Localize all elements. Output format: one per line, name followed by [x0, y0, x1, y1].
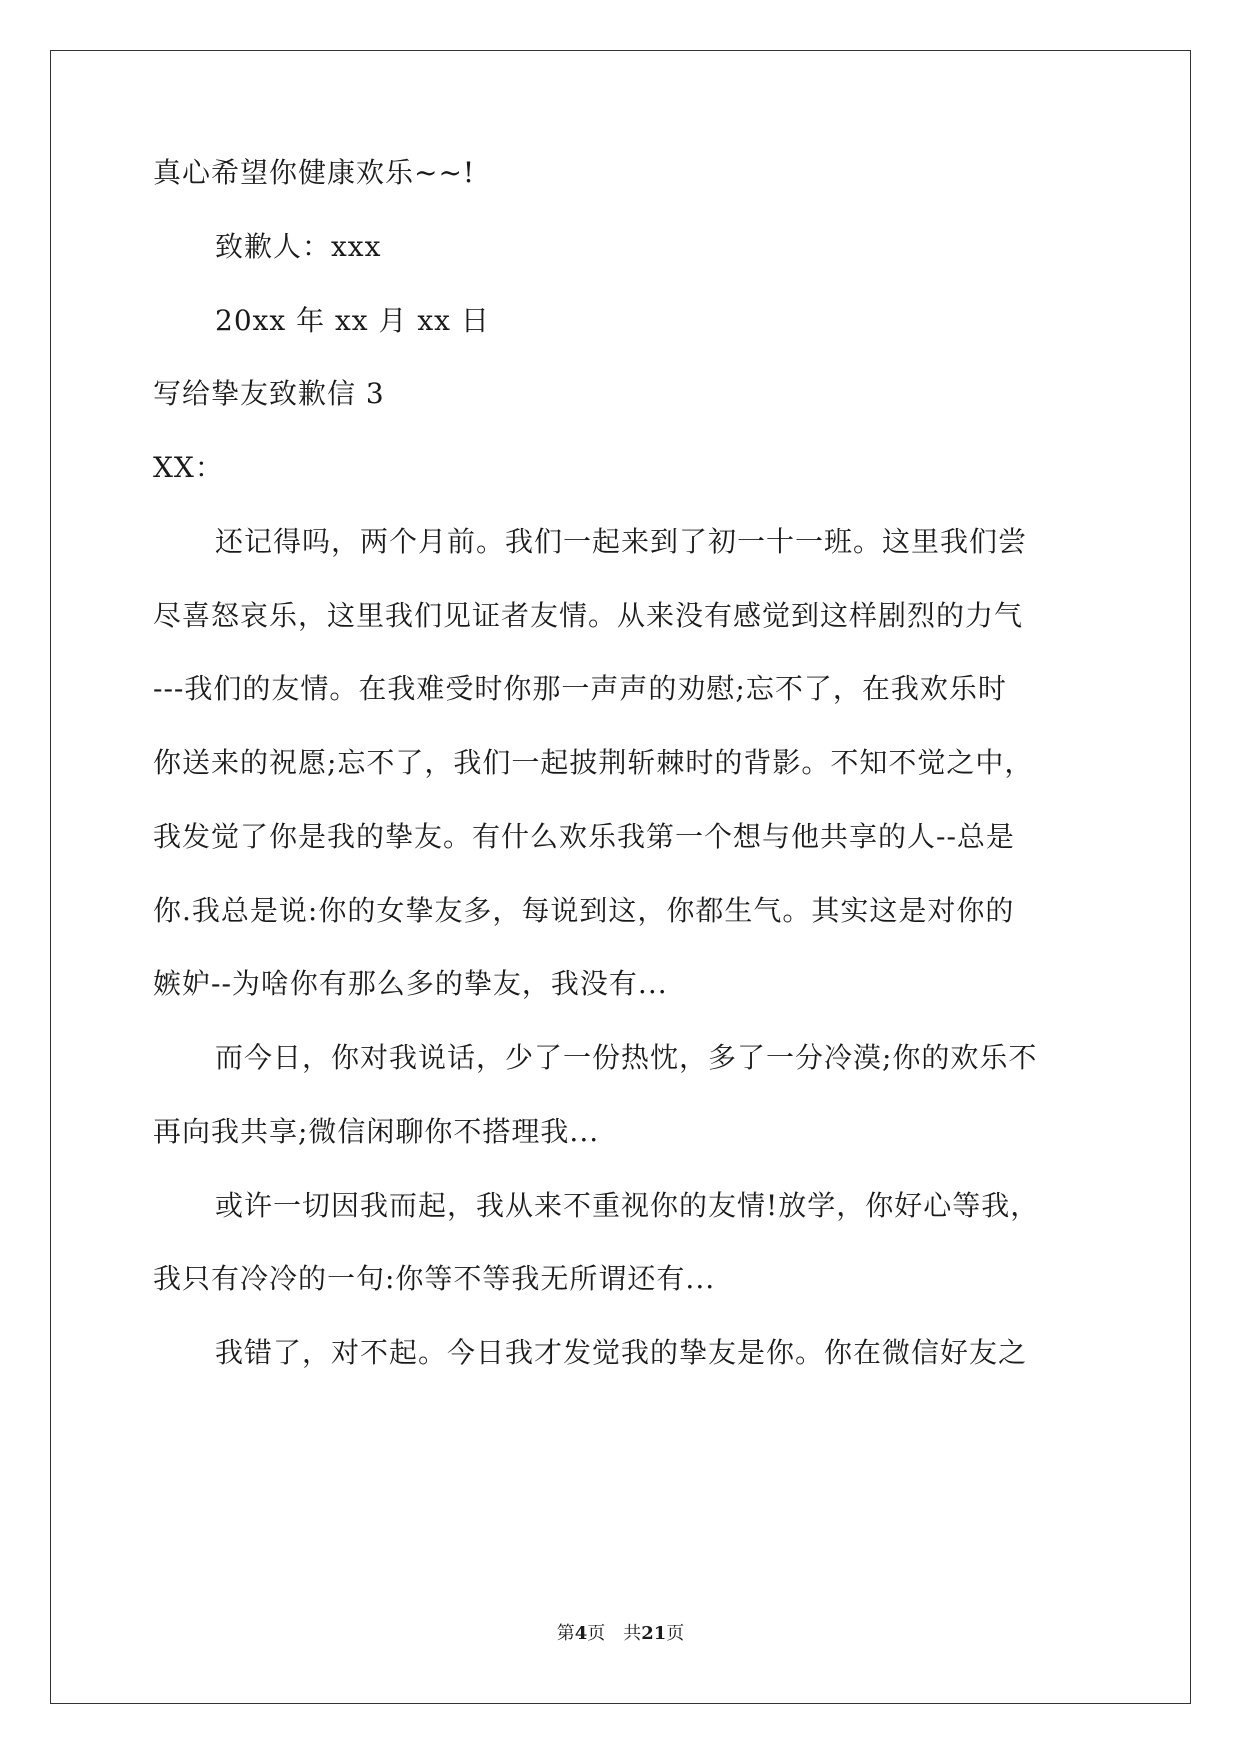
body-line: 而今日，你对我说话，少了一份热忱，多了一分冷漠;你的欢乐不 — [215, 1041, 1038, 1074]
footer-middle: 页 共 — [587, 1623, 642, 1644]
footer-prefix: 第 — [556, 1623, 575, 1644]
body-line: 我只有冷冷的一句:你等不等我无所谓还有... — [153, 1262, 716, 1295]
body-line: 还记得吗，两个月前。我们一起来到了初一十一班。这里我们尝 — [215, 525, 1028, 558]
footer-suffix: 页 — [666, 1623, 685, 1644]
page-border — [50, 50, 1191, 1704]
date-line: 20xx 年 xx 月 xx 日 — [215, 304, 490, 337]
letter-title: 写给挚友致歉信 3 — [153, 377, 385, 410]
body-line: 你送来的祝愿;忘不了，我们一起披荆斩棘时的背影。不知不觉之中， — [153, 746, 1034, 779]
page-footer — [0, 1622, 1241, 1646]
total-pages: 21 — [641, 1623, 667, 1644]
salutation: XX： — [153, 451, 224, 484]
body-line: 尽喜怒哀乐，这里我们见证者友情。从来没有感觉到这样剧烈的力气 — [153, 599, 1024, 632]
body-line: 我发觉了你是我的挚友。有什么欢乐我第一个想与他共享的人--总是 — [153, 820, 1015, 853]
body-line: 再向我共享;微信闲聊你不搭理我... — [153, 1115, 600, 1148]
body-line: 嫉妒--为啥你有那么多的挚友，我没有... — [153, 967, 668, 1000]
body-line: ---我们的友情。在我难受时你那一声声的劝慰;忘不了，在我欢乐时 — [153, 672, 1007, 705]
signature-line: 致歉人：xxx — [215, 230, 382, 263]
body-line: 你.我总是说:你的女挚友多，每说到这，你都生气。其实这是对你的 — [153, 894, 1015, 927]
closing-wish: 真心希望你健康欢乐~~! — [153, 156, 476, 189]
body-line: 或许一切因我而起，我从来不重视你的友情!放学，你好心等我， — [215, 1189, 1040, 1222]
body-line: 我错了，对不起。今日我才发觉我的挚友是你。你在微信好友之 — [215, 1336, 1028, 1369]
page-number: 4 — [574, 1623, 588, 1644]
